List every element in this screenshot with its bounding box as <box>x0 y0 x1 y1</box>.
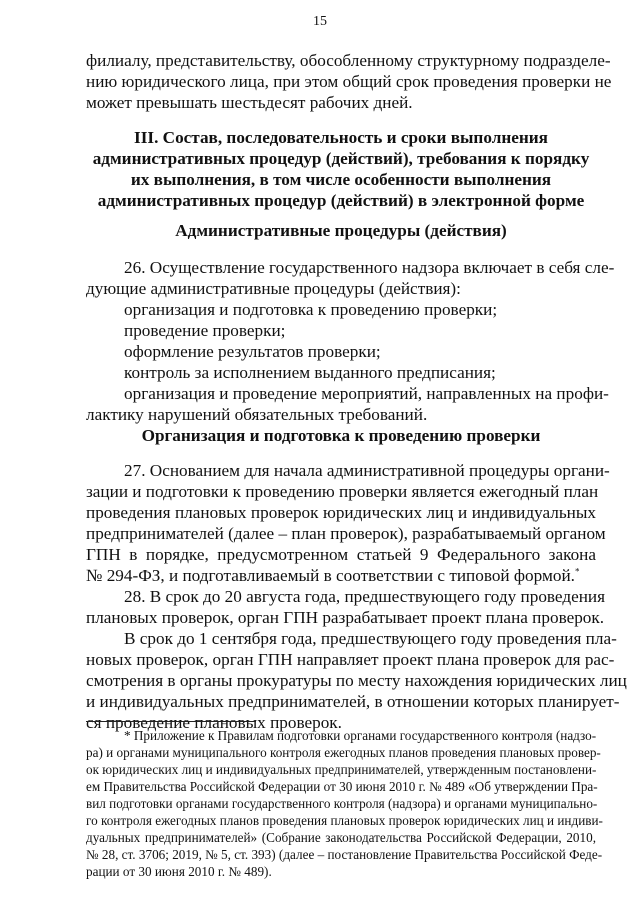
text-line: дующие административные процедуры (действия): <box>86 279 461 298</box>
footnote-divider <box>86 721 256 722</box>
heading-line: III. Состав, последовательность и сроки выполнения <box>134 128 548 147</box>
paragraph-28 <box>86 586 627 733</box>
text-line: и индивидуальных предпринимателей, в отношении которых планирует- <box>86 692 620 711</box>
footnote <box>86 727 603 880</box>
text-line: может превышать шестьдесят рабочих дней. <box>86 93 413 112</box>
text-line: филиалу, представительству, обособленному структурному подразделе- <box>86 51 611 70</box>
intro-paragraph <box>86 50 612 113</box>
subheading-text: Организация и подготовка к проведению проверки <box>141 426 541 445</box>
text-line: нию юридического лица, при этом общий срок проведения проверки не <box>86 72 612 91</box>
text-line: ся проведение плановых проверок. <box>86 713 342 732</box>
footnote-line: дуальных предпринимателей» (Собрание законодательства Российской Федерации, 2010, <box>86 830 596 845</box>
text-line: 26. Осуществление государственного надзора включает в себя сле- <box>124 258 615 277</box>
text-line: проведения плановых проверок юридических лиц и индивидуальных <box>86 503 596 522</box>
footnote-line: * Приложение к Правилам подготовки органами государственного контроля (надзо- <box>124 728 597 743</box>
list-item: организация и подготовка к проведению проверки; <box>124 300 498 319</box>
subheading-preparation <box>86 425 596 446</box>
text-line: ГПН в порядке, предусмотренном статьей 9 Федерального закона <box>86 545 596 564</box>
footnote-line: ем Правительства Российской Федерации от 30 июня 2010 г. № 489 «Об утверждении Пра- <box>86 779 598 794</box>
text-line: В срок до 1 сентября года, предшествующего году проведения пла- <box>124 629 617 648</box>
list-item: оформление результатов проверки; <box>124 342 381 361</box>
text-line: предпринимателей (далее – план проверок), разрабатываемый органом <box>86 524 606 543</box>
subheading-text: Административные процедуры (действия) <box>175 221 507 240</box>
paragraph-26 <box>86 257 615 425</box>
list-item: проведение проверки; <box>124 321 286 340</box>
text-line: 27. Основанием для начала административной процедуры органи- <box>124 461 610 480</box>
heading-line: их выполнения, в том числе особенности выполнения <box>130 170 552 189</box>
text-line: смотрения в органы прокуратуры по месту нахождения юридических лиц <box>86 671 627 690</box>
footnote-line: го контроля ежегодных планов проведения плановых проверок юридических лиц и индиви- <box>86 813 603 828</box>
list-item: организация и проведение мероприятий, направленных на профи- <box>124 384 609 403</box>
footnote-line: рации от 30 июня 2010 г. № 489). <box>86 864 272 879</box>
footnote-line: № 28, ст. 3706; 2019, № 5, ст. 393) (далее – постановление Правительства Российской Феде- <box>86 847 603 862</box>
text-line: плановых проверок, орган ГПН разрабатывает проект плана проверок. <box>86 608 605 627</box>
text-line: зации и подготовки к проведению проверки является ежегодный план <box>86 482 599 501</box>
list-item: контроль за исполнением выданного предписания; <box>124 363 496 382</box>
text-line <box>86 565 596 586</box>
heading-line: административных процедур (действий), требования к порядку <box>92 149 590 168</box>
footnote-reference: * <box>574 566 580 577</box>
paragraph-27 <box>86 460 610 586</box>
heading-line: административных процедур (действий) в электронной форме <box>97 191 585 210</box>
text-line: 28. В срок до 20 августа года, предшествующего году проведения <box>124 587 606 606</box>
footnote-line: вил подготовки органами государственного контроля (надзора) и органами муниципально- <box>86 796 598 811</box>
page-number: 15 <box>313 14 327 29</box>
subheading-procedures <box>86 220 596 241</box>
footnote-line: ок юридических лиц и индивидуальных предпринимателей, утвержденным постановлени- <box>86 762 597 777</box>
text-line: лактику нарушений обязательных требований. <box>86 405 428 424</box>
footnote-line: ра) и органами муниципального контроля ежегодных планов проведения плановых провер- <box>86 745 601 760</box>
section-heading <box>86 127 596 211</box>
text-line: новых проверок, орган ГПН направляет проект плана проверок для рас- <box>86 650 615 669</box>
text-line-content: № 294-ФЗ, и подготавливаемый в соответствии с типовой формой. <box>86 566 575 585</box>
